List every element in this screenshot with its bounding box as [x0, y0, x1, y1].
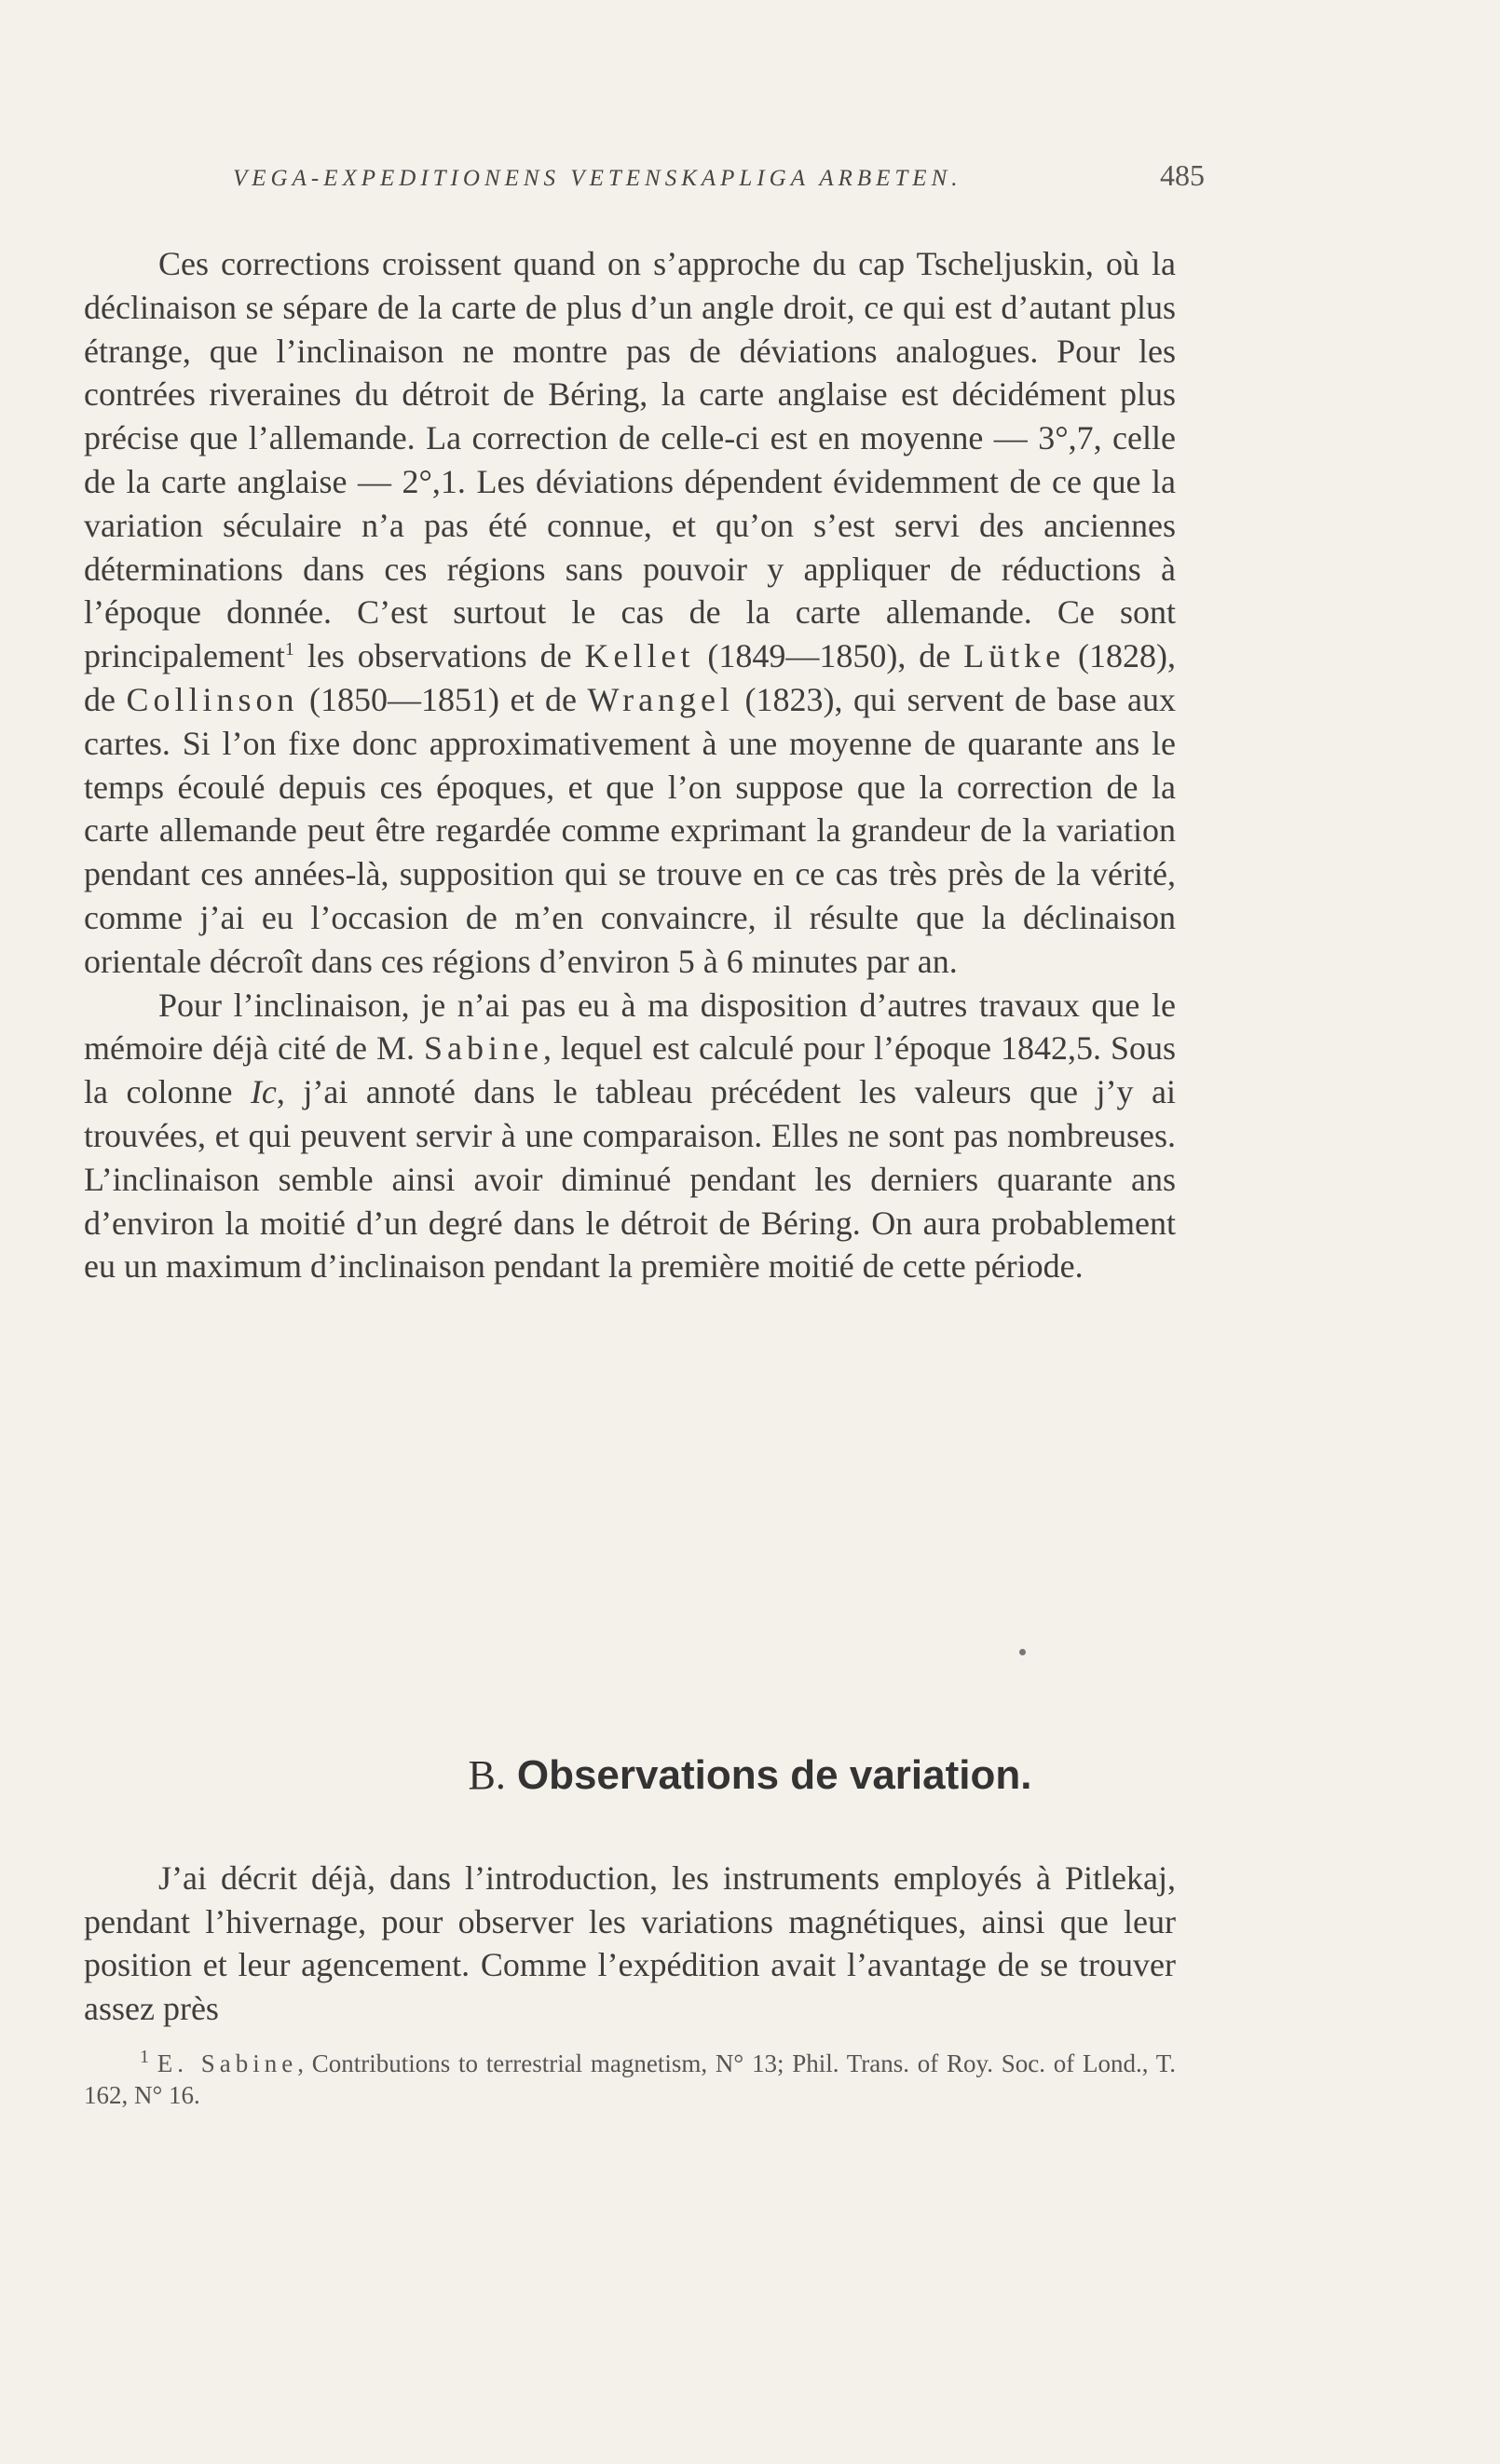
section-title: Observations de variation. [516, 1752, 1032, 1798]
paragraph-2-part-a: Pour l’inclinaison, je n’ai pas eu à ma disposition d’autres travaux que le mémoire déjà cité de M. [84, 986, 1176, 1068]
body-text-section-b [84, 1857, 1176, 2030]
footnote-reference: 1 [284, 639, 294, 660]
paragraph-2-part-c: , j’ai annoté dans le tableau précédent les valeurs que j’y ai trouvées, et qui peuvent servir à une comparaison. Elles ne sont pas nombreuses. L’inclinaison semble ainsi avoir diminué pendant les derniers quarante ans d’environ la moitié d’un degré dans le détroit de Béring. On aura probablement eu un maximum d’inclinaison pendant la première moitié de cette période. [84, 1073, 1176, 1286]
name-sabine: Sabine [424, 1029, 543, 1068]
print-speck [1019, 1649, 1026, 1655]
page-number: 485 [1160, 158, 1205, 192]
running-head: VEGA-EXPEDITIONENS VETENSKAPLIGA ARBETEN. [233, 166, 962, 191]
paragraph-1-part-b: les observations de [293, 637, 585, 675]
paragraph-3: J’ai décrit déjà, dans l’introduction, les instruments employés à Pitlekaj, pendant l’hivernage, pour observer les variations magnétiques, ainsi que leur position et leur agencement. Comme l’expédition avait l’avantage de se trouver assez près [84, 1859, 1176, 2027]
name-kellet: Kellet [584, 637, 695, 675]
body-text [84, 242, 1176, 1288]
paragraph-1 [84, 242, 1176, 984]
section-heading [0, 1751, 1500, 1799]
footnote-mark: 1 [140, 2047, 149, 2067]
paragraph-1-part-a: Ces corrections croissent quand on s’approche du cap Tscheljuskin, où la déclinaison se sépare de la carte de plus d’un angle droit, ce qui est d’autant plus étrange, que l’inclinaison ne montre pas de déviations analogues. Pour les contrées riveraines du détroit de Béring, la carte anglaise est décidément plus précise que l’allemande. La correction de celle-ci est en moyenne — 3°,7, celle de la carte anglaise — 2°,1. Les déviations dépendent évidemment de ce que la variation séculaire n’a pas été connue, et qu’on s’est servi des anciennes déterminations dans ces régions sans pouvoir y appliquer de réductions à l’époque donnée. C’est surtout le cas de la carte allemande. Ce sont principalement [84, 245, 1176, 675]
section-letter: B. [468, 1752, 506, 1798]
paragraph-1-part-f: (1823), qui servent de base aux cartes. Si l’on fixe donc approximativement à une moyenne de quarante ans le temps écoulé depuis ces époques, et que l’on suppose que la correction de la carte allemande peut être regardée comme exprimant la grandeur de la variation pendant ces années-là, supposition qui se trouve en ce cas très près de la vérité, comme j’ai eu l’occasion de m’en convaincre, il résulte que la déclinaison orientale décroît dans ces régions d’environ 5 à 6 minutes par an. [84, 680, 1177, 980]
column-label-ic: Ic [250, 1073, 277, 1111]
paragraph-1-part-c: (1849—1850), de [694, 637, 964, 675]
paragraph-1-part-e: (1850—1851) et de [298, 680, 588, 718]
paragraph-2 [84, 984, 1176, 1289]
paragraph-1-part-d: (1828), de [84, 637, 1176, 718]
name-lutke: Lütke [963, 637, 1066, 675]
footnote [84, 2048, 1176, 2111]
name-collinson: Collinson [126, 680, 299, 718]
footnote-citation: , Contributions to terrestrial magnetism, N° 13; Phil. Trans. of Roy. Soc. of Lond., T. 162, N° 16. [84, 2049, 1176, 2109]
footnote-author: E. Sabine [157, 2049, 298, 2077]
footnote-text [84, 2048, 1176, 2111]
name-wrangel: Wrangel [587, 680, 735, 718]
paragraph-2-part-b: , lequel est calculé pour l’époque 1842,5. Sous la colonne [84, 1029, 1177, 1111]
